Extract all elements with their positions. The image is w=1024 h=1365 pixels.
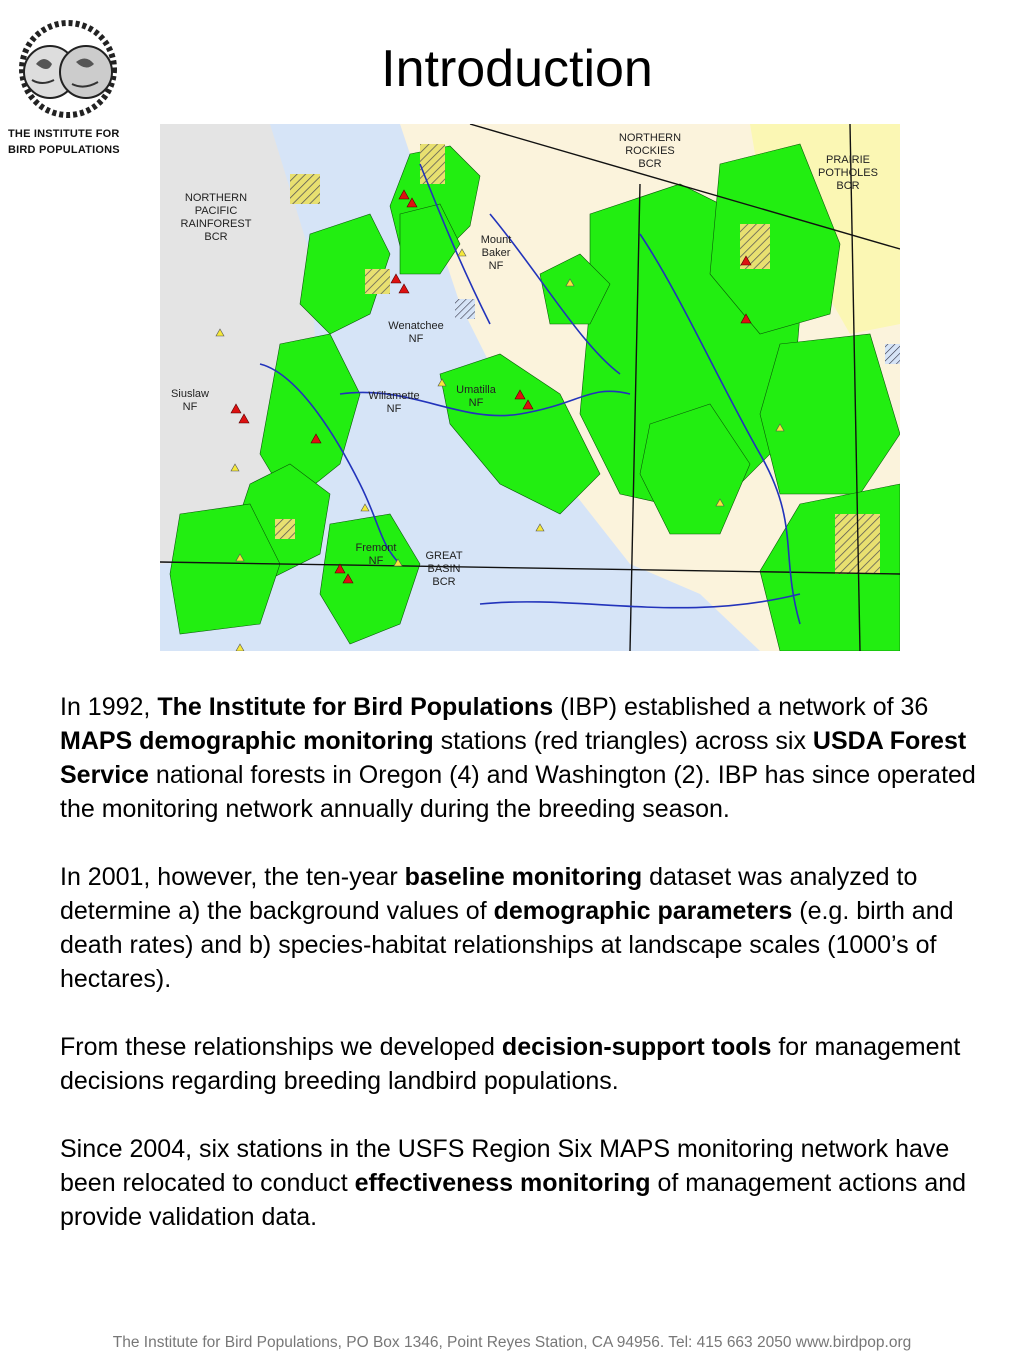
map-label-prairie-potholes <box>818 154 878 193</box>
text-run: (IBP) established a network of 36 <box>553 693 929 721</box>
bold-text: demographic parameters <box>493 897 793 925</box>
text-run: dataset was analyzed to determine a) the background values of <box>60 863 918 925</box>
text-run: stations (red triangles) across six <box>433 727 813 755</box>
bold-text: MAPS demographic monitoring <box>60 727 434 755</box>
map-label-line: BCR <box>836 180 860 192</box>
map-label-line: NF <box>488 260 504 272</box>
map-label-mount-baker <box>481 234 512 273</box>
map-label-line: BCR <box>204 231 228 243</box>
paragraph-2 <box>60 860 980 996</box>
logo-line-2: BIRD POPULATIONS <box>8 144 120 156</box>
map-label-line: BCR <box>638 158 662 170</box>
map-label-line: BCR <box>432 576 456 588</box>
map-label-line: NF <box>408 333 424 345</box>
region-map <box>160 124 900 651</box>
bold-text: baseline monitoring <box>404 863 643 891</box>
map-label-line: RAINFOREST <box>180 218 252 230</box>
map-label-line: PRAIRIE <box>825 154 870 166</box>
map-label-line: BASIN <box>427 563 461 575</box>
page-title: Introduction <box>381 40 653 98</box>
map-label-line: PACIFIC <box>194 205 238 217</box>
bold-text: USDA Forest Service <box>60 727 967 789</box>
footer-contact: The Institute for Bird Populations, PO Box 1346, Point Reyes Station, CA 94956. Tel: 415 663 2050 www.birdpop.org <box>112 1334 912 1351</box>
paragraph-3 <box>60 1030 980 1098</box>
map-label-umatilla <box>456 384 496 410</box>
bold-text: effectiveness monitoring <box>354 1169 651 1197</box>
map-label-line: Mount <box>480 234 512 246</box>
map-label-line: Baker <box>481 247 511 259</box>
text-run: of management actions and provide validation data. <box>60 1169 967 1231</box>
text-run: In 2001, however, the ten-year <box>60 863 405 891</box>
map-label-line: Willamette <box>368 390 420 402</box>
text-run: From these relationships we developed <box>60 1033 502 1061</box>
map-label-northern-rockies <box>619 132 681 171</box>
map-label-line: NORTHERN <box>618 132 682 144</box>
map-label-siuslaw <box>171 388 209 414</box>
map-label-line: NF <box>368 555 384 567</box>
map-label-northern-pacific-rainforest <box>181 192 252 244</box>
bold-text: decision-support tools <box>501 1033 772 1061</box>
map-label-fremont <box>356 542 397 568</box>
paragraph-1 <box>60 690 980 826</box>
text-run: Since 2004, six stations in the USFS Region Six MAPS monitoring network have been relocated to conduct <box>60 1135 950 1197</box>
map-label-line: NF <box>468 397 484 409</box>
text-run: national forests in Oregon (4) and Washington (2). IBP has since operated the monitoring network annually during the breeding season. <box>60 761 976 823</box>
map-label-line: Wenatchee <box>388 320 444 332</box>
map-label-line: NF <box>182 401 198 413</box>
map-label-line: Fremont <box>355 542 397 554</box>
paragraph-4 <box>60 1132 980 1234</box>
text-run: In 1992, <box>60 693 158 721</box>
map-label-willamette <box>368 390 419 416</box>
map-label-line: ROCKIES <box>625 145 675 157</box>
bold-text: The Institute for Bird Populations <box>157 693 554 721</box>
logo-line-1: THE INSTITUTE FOR <box>8 128 120 140</box>
text-run: for management decisions regarding breeding landbird populations. <box>60 1033 961 1095</box>
map-label-line: NORTHERN <box>184 192 248 204</box>
map-label-line: POTHOLES <box>818 167 878 179</box>
map-label-great-basin <box>425 550 462 589</box>
map-label-line: GREAT <box>425 550 463 562</box>
map-label-line: Umatilla <box>456 384 496 396</box>
text-run: (e.g. birth and death rates) and b) species-habitat relationships at landscape scales (1000’s of hectares). <box>60 897 954 993</box>
map-label-line: Siuslaw <box>171 388 209 400</box>
body-text <box>60 690 980 1268</box>
map-label-line: NF <box>386 403 402 415</box>
map-label-wenatchee <box>388 320 443 346</box>
